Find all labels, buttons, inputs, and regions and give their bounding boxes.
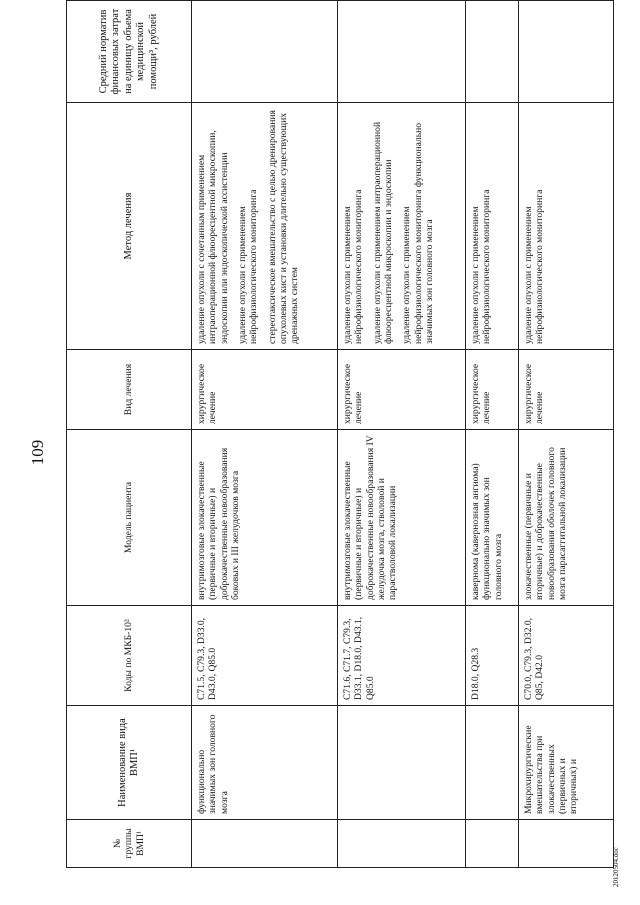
cell-icd-codes: D18.0, Q28.3 xyxy=(466,606,519,706)
cell-treatment-type: хирургическое лечение xyxy=(519,350,614,430)
method-item: удаление опухоли с применением нейрофизиологического мониторинга xyxy=(523,189,546,344)
method-item: удаление опухоли с применением нейрофизиологического мониторинга xyxy=(236,189,260,344)
cell-treatment-method xyxy=(519,103,614,350)
cell-treatment-method xyxy=(466,103,519,350)
cell-treatment-type: хирургическое лечение xyxy=(466,350,519,430)
header-cost: Средний норматив финансовых затрат на единицу объема медицинской помощи³, рублей xyxy=(67,1,192,103)
method-item: удаление опухоли с применением нейрофизиологического мониторинга xyxy=(470,189,493,344)
cell-group xyxy=(466,820,519,868)
method-item: удаление опухоли с применением интраоперационной флюоресцентной микроскопии и эндоскопии xyxy=(371,121,394,344)
cell-treatment-method xyxy=(192,103,338,350)
header-treatment-method: Метод лечения xyxy=(67,103,192,350)
document-id: 20120504.doc xyxy=(612,847,620,887)
cell-patient-model: внутримозговые злокачественные (первичные и вторичные) и доброкачественные новообразования боковых и III желудочков мозга xyxy=(192,430,338,606)
cell-vmp-name xyxy=(338,706,466,820)
cell-vmp-name xyxy=(466,706,519,820)
cell-patient-model: злокачественные (первичные и вторичные) и доброкачественные новообразования оболочек головного мозга парасаггитальной локализации xyxy=(519,430,614,606)
table-row xyxy=(466,1,519,868)
method-item: удаление опухоли с применением нейрофизиологического мониторинга функционально значимых зон головного мозга xyxy=(401,122,435,344)
header-patient-model: Модель пациента xyxy=(67,430,192,606)
cell-treatment-method xyxy=(338,103,466,350)
cell-patient-model: кавернома (кавернозная ангиома) функционально значимых зон головного мозга xyxy=(466,430,519,606)
cell-cost xyxy=(338,1,466,103)
header-icd-codes: Коды по МКБ-10² xyxy=(67,606,192,706)
method-item: стереотаксическое вмешательство с целью дренирования опухолевых кист и установки длительно существующих дренажных систем xyxy=(266,110,301,344)
cell-vmp-name: Микрохирургические вмешательства при злокачественных (первичных и вторичных) и xyxy=(519,706,614,820)
table-row xyxy=(192,1,338,868)
header-vmp-name: Наименование вида ВМП¹ xyxy=(67,706,192,820)
cell-treatment-type: хирургическое лечение xyxy=(338,350,466,430)
cell-vmp-name: функционально значимых зон головного мозга xyxy=(192,706,338,820)
table-row xyxy=(519,1,614,868)
header-group-number: № группы ВМП¹ xyxy=(67,820,192,868)
table-header-row xyxy=(67,1,192,868)
method-item: удаление опухоли с применением нейрофизиологического мониторинга xyxy=(342,189,365,344)
cell-group xyxy=(519,820,614,868)
cell-cost xyxy=(519,1,614,103)
cell-treatment-type: хирургическое лечение xyxy=(192,350,338,430)
cell-cost xyxy=(466,1,519,103)
cell-group xyxy=(192,820,338,868)
page-number: 109 xyxy=(28,439,47,466)
table-row xyxy=(338,1,466,868)
cell-icd-codes: C71.5, C79.3, D33.0, D43.0, Q85.0 xyxy=(192,606,338,706)
header-treatment-type: Вид лечения xyxy=(67,350,192,430)
method-item: удаление опухоли с сочетанным применением интраоперационной флюоресцентной микроскопии, эндоскопии или эндоскопической ассистенции xyxy=(196,130,230,344)
cell-icd-codes: C70.0, C79.3, D32.0, Q85, D42.0 xyxy=(519,606,614,706)
cell-patient-model: внутримозговые злокачественные (первичные и вторичные) и доброкачественные новообразования IV желудочка мозга, стволовой и парастволовой локализации xyxy=(338,430,466,606)
treatment-table xyxy=(66,0,614,868)
cell-group xyxy=(338,820,466,868)
cell-icd-codes: C71.6, C71.7, C79.3, D33.1, D18.0, D43.1, Q85.0 xyxy=(338,606,466,706)
cell-cost xyxy=(192,1,338,103)
